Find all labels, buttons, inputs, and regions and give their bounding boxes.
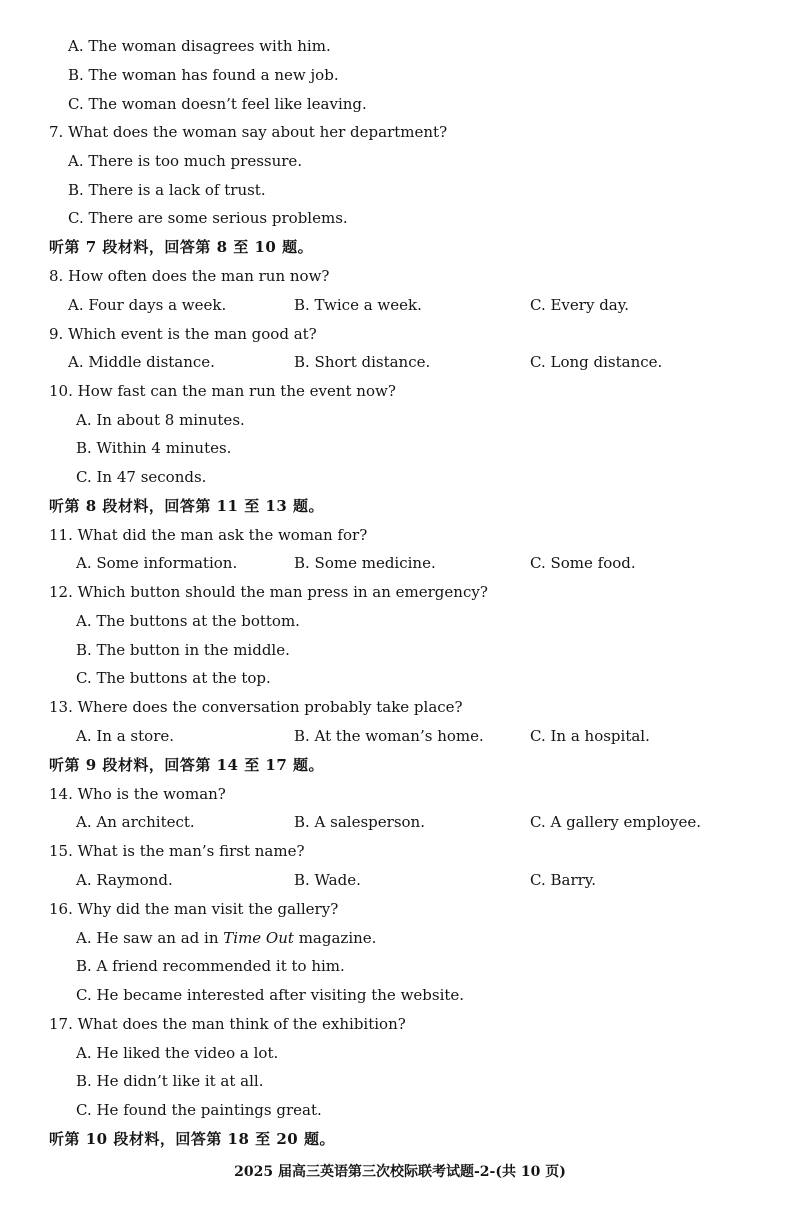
q11-option-b: B. Some medicine. xyxy=(294,554,436,572)
q8-option-a: A. Four days a week. xyxy=(68,296,227,314)
q17-option-c: C. He found the paintings great. xyxy=(76,1101,322,1119)
section-10-heading: 听第 10 段材料，回答第 18 至 20 题。 xyxy=(49,1130,335,1148)
q15-option-c: C. Barry. xyxy=(530,871,597,889)
q12-option-a: A. The buttons at the bottom. xyxy=(76,612,300,630)
q14-option-a: A. An architect. xyxy=(76,813,195,831)
q9-option-a: A. Middle distance. xyxy=(68,353,215,371)
q8-option-c: C. Every day. xyxy=(530,296,629,314)
q7-question: 7. What does the woman say about her department? xyxy=(49,123,448,141)
q15-option-b: B. Wade. xyxy=(294,871,361,889)
q17-option-a: A. He liked the video a lot. xyxy=(76,1044,279,1062)
q12-option-c: C. The buttons at the top. xyxy=(76,669,271,687)
q13-option-a: A. In a store. xyxy=(76,727,175,745)
q8-option-b: B. Twice a week. xyxy=(294,296,422,314)
q9-option-c: C. Long distance. xyxy=(530,353,663,371)
q12-option-b: B. The button in the middle. xyxy=(76,641,290,659)
q6-option-c: C. The woman doesn’t feel like leaving. xyxy=(68,95,367,113)
q14-question: 14. Who is the woman? xyxy=(49,785,226,803)
q16-question: 16. Why did the man visit the gallery? xyxy=(49,900,339,918)
q6-option-b: B. The woman has found a new job. xyxy=(68,66,339,84)
q17-option-b: B. He didn’t like it at all. xyxy=(76,1072,264,1090)
q8-question: 8. How often does the man run now? xyxy=(49,267,330,285)
q11-option-c: C. Some food. xyxy=(530,554,636,572)
q12-question: 12. Which button should the man press in an emergency? xyxy=(49,583,488,601)
q14-option-b: B. A salesperson. xyxy=(294,813,425,831)
q9-option-b: B. Short distance. xyxy=(294,353,431,371)
q7-option-c: C. There are some serious problems. xyxy=(68,209,348,227)
q10-option-a: A. In about 8 minutes. xyxy=(76,411,245,429)
q9-question: 9. Which event is the man good at? xyxy=(49,325,317,343)
q10-question: 10. How fast can the man run the event now? xyxy=(49,382,396,400)
q7-option-a: A. There is too much pressure. xyxy=(68,152,303,170)
q14-option-c: C. A gallery employee. xyxy=(530,813,702,831)
q16-option-b: B. A friend recommended it to him. xyxy=(76,957,345,975)
q16-option-a xyxy=(76,928,376,948)
q13-question: 13. Where does the conversation probably take place? xyxy=(49,698,463,716)
q7-option-b: B. There is a lack of trust. xyxy=(68,181,266,199)
q6-option-a: A. The woman disagrees with him. xyxy=(68,37,331,55)
magazine-title: Time Out xyxy=(223,929,294,947)
q11-option-a: A. Some information. xyxy=(76,554,238,572)
q17-question: 17. What does the man think of the exhibition? xyxy=(49,1015,406,1033)
page-footer: 2025 届高三英语第三次校际联考试题-2-(共 10 页) xyxy=(234,1164,566,1180)
section-9-heading: 听第 9 段材料，回答第 14 至 17 题。 xyxy=(49,756,325,774)
section-8-heading: 听第 8 段材料，回答第 11 至 13 题。 xyxy=(49,497,325,515)
q13-option-b: B. At the woman’s home. xyxy=(294,727,484,745)
q13-option-c: C. In a hospital. xyxy=(530,727,650,745)
q16-option-a-prefix: A. He saw an ad in xyxy=(76,929,224,947)
q15-question: 15. What is the man’s first name? xyxy=(49,842,305,860)
q15-option-a: A. Raymond. xyxy=(76,871,173,889)
q11-question: 11. What did the man ask the woman for? xyxy=(49,526,368,544)
q16-option-a-suffix: magazine. xyxy=(293,929,377,947)
q10-option-b: B. Within 4 minutes. xyxy=(76,439,232,457)
section-7-heading: 听第 7 段材料，回答第 8 至 10 题。 xyxy=(49,238,314,256)
q16-option-c: C. He became interested after visiting the website. xyxy=(76,986,465,1004)
q10-option-c: C. In 47 seconds. xyxy=(76,468,207,486)
